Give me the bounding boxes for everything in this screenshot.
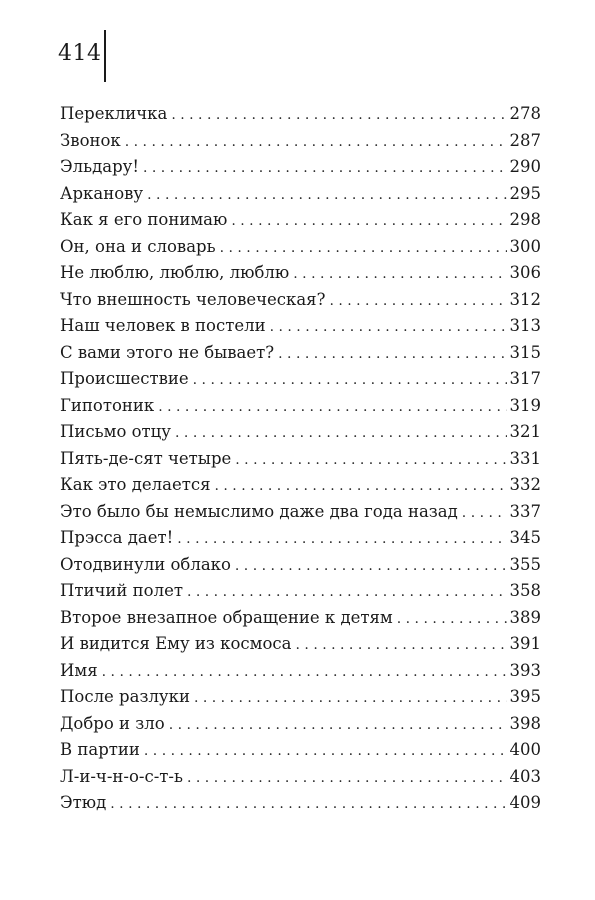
toc-entry-page: 298 [509,210,541,229]
toc-entry-page: 306 [509,263,541,282]
toc-dot-leader [175,420,507,447]
toc-entry-title: Как я его понимаю [60,210,228,229]
toc-entry-title: Арканову [60,183,144,203]
toc-dot-leader [125,129,507,156]
toc-entry-page: 409 [509,793,541,812]
toc-entry[interactable] [60,658,541,685]
toc-entry[interactable] [60,472,541,499]
toc-dot-leader [270,314,507,341]
toc-dot-leader [462,500,507,527]
toc-entry[interactable] [60,605,541,632]
toc-dot-leader [102,659,507,686]
toc-dot-leader [231,208,507,235]
toc-entry-page: 398 [509,713,541,733]
toc-dot-leader [220,235,507,262]
toc-entry-page: 295 [509,183,541,203]
toc-entry-title: Отодвинули облако [60,554,231,574]
toc-dot-leader [278,341,507,368]
toc-dot-leader [296,632,507,659]
toc-entry-title: Л-и-ч-н-о-с-т-ь [60,766,183,786]
toc-entry-title: Как это делается [60,475,211,494]
toc-entry[interactable] [60,499,541,526]
toc-dot-leader [169,712,507,739]
toc-dot-leader [110,791,507,818]
toc-entry-title: Пять-де-сят четыре [60,448,232,468]
toc-entry-title: Добро и зло [60,713,165,733]
toc-entry-title: С вами этого не бывает? [60,342,275,362]
toc-entry-page: 331 [509,448,541,468]
toc-entry-title: Второе внезапное обращение к детям [60,607,393,627]
toc-dot-leader [293,261,507,288]
toc-entry-title: Он, она и словарь [60,236,216,256]
toc-dot-leader [193,367,507,394]
toc-entry[interactable] [60,446,541,473]
toc-entry-page: 300 [509,236,541,256]
toc-entry[interactable] [60,101,541,128]
toc-entry-title: Имя [60,660,98,680]
toc-entry-page: 389 [509,607,541,627]
toc-dot-leader [171,102,507,129]
toc-entry[interactable] [60,128,541,155]
toc-entry[interactable] [60,631,541,658]
toc-entry[interactable] [60,764,541,791]
toc-dot-leader [147,182,507,209]
toc-dot-leader [158,394,507,421]
toc-entry[interactable] [60,313,541,340]
toc-entry-page: 315 [509,342,541,362]
toc-entry-title: Происшествие [60,369,189,388]
toc-entry-page: 317 [509,369,541,388]
toc-entry-title: Это было бы немыслимо даже два года назад [60,501,458,521]
toc-entry-title: Что внешность человеческая? [60,289,326,309]
toc-entry-page: 319 [509,395,541,415]
toc-dot-leader [187,765,507,792]
toc-dot-leader [177,526,507,553]
toc-entry-page: 332 [509,475,541,494]
toc-entry-page: 312 [509,289,541,309]
toc-entry-page: 358 [509,581,541,600]
toc-entry-page: 321 [509,422,541,441]
toc-entry-title: Письмо отцу [60,422,172,441]
toc-dot-leader [397,606,507,633]
table-of-contents [60,101,541,817]
toc-entry[interactable] [60,260,541,287]
toc-entry-title: Наш человек в постели [60,316,266,335]
toc-dot-leader [143,155,507,182]
toc-entry-title: После разлуки [60,687,190,706]
page-number: 414 [58,41,102,66]
toc-entry[interactable] [60,287,541,314]
toc-entry-page: 400 [509,740,541,759]
toc-entry[interactable] [60,181,541,208]
toc-entry-title: Этюд [60,793,107,812]
toc-entry[interactable] [60,207,541,234]
toc-entry-page: 287 [509,130,541,150]
toc-entry[interactable] [60,711,541,738]
toc-entry-title: И видится Ему из космоса [60,634,292,653]
toc-entry-page: 395 [509,687,541,706]
toc-entry-page: 337 [509,501,541,521]
toc-entry-title: Птичий полет [60,581,183,600]
toc-entry-title: Звонок [60,130,121,150]
toc-entry-page: 393 [509,660,541,680]
toc-entry-page: 355 [509,554,541,574]
toc-entry-title: Не люблю, люблю, люблю [60,263,290,282]
toc-dot-leader [194,685,507,712]
toc-entry-title: Прэсса дает! [60,528,174,547]
toc-entry[interactable] [60,393,541,420]
toc-entry-page: 290 [509,157,541,176]
toc-entry[interactable] [60,154,541,181]
header-rule [104,30,106,82]
toc-entry-title: Эльдару! [60,157,139,176]
toc-entry[interactable] [60,419,541,446]
toc-entry[interactable] [60,234,541,261]
toc-entry[interactable] [60,340,541,367]
toc-entry[interactable] [60,737,541,764]
toc-dot-leader [187,579,507,606]
toc-dot-leader [235,553,507,580]
toc-entry-title: Перекличка [60,104,168,123]
toc-entry-title: В партии [60,740,140,759]
toc-entry[interactable] [60,578,541,605]
toc-dot-leader [235,447,507,474]
toc-entry-page: 403 [509,766,541,786]
toc-dot-leader [215,473,508,500]
toc-entry[interactable] [60,525,541,552]
toc-entry-title: Гипотоник [60,395,155,415]
toc-entry-page: 313 [509,316,541,335]
toc-entry-page: 345 [509,528,541,547]
toc-entry-page: 278 [509,104,541,123]
toc-entry[interactable] [60,552,541,579]
toc-dot-leader [329,288,507,315]
toc-entry[interactable] [60,684,541,711]
toc-entry-page: 391 [509,634,541,653]
toc-entry[interactable] [60,366,541,393]
toc-dot-leader [144,738,507,765]
toc-entry[interactable] [60,790,541,817]
